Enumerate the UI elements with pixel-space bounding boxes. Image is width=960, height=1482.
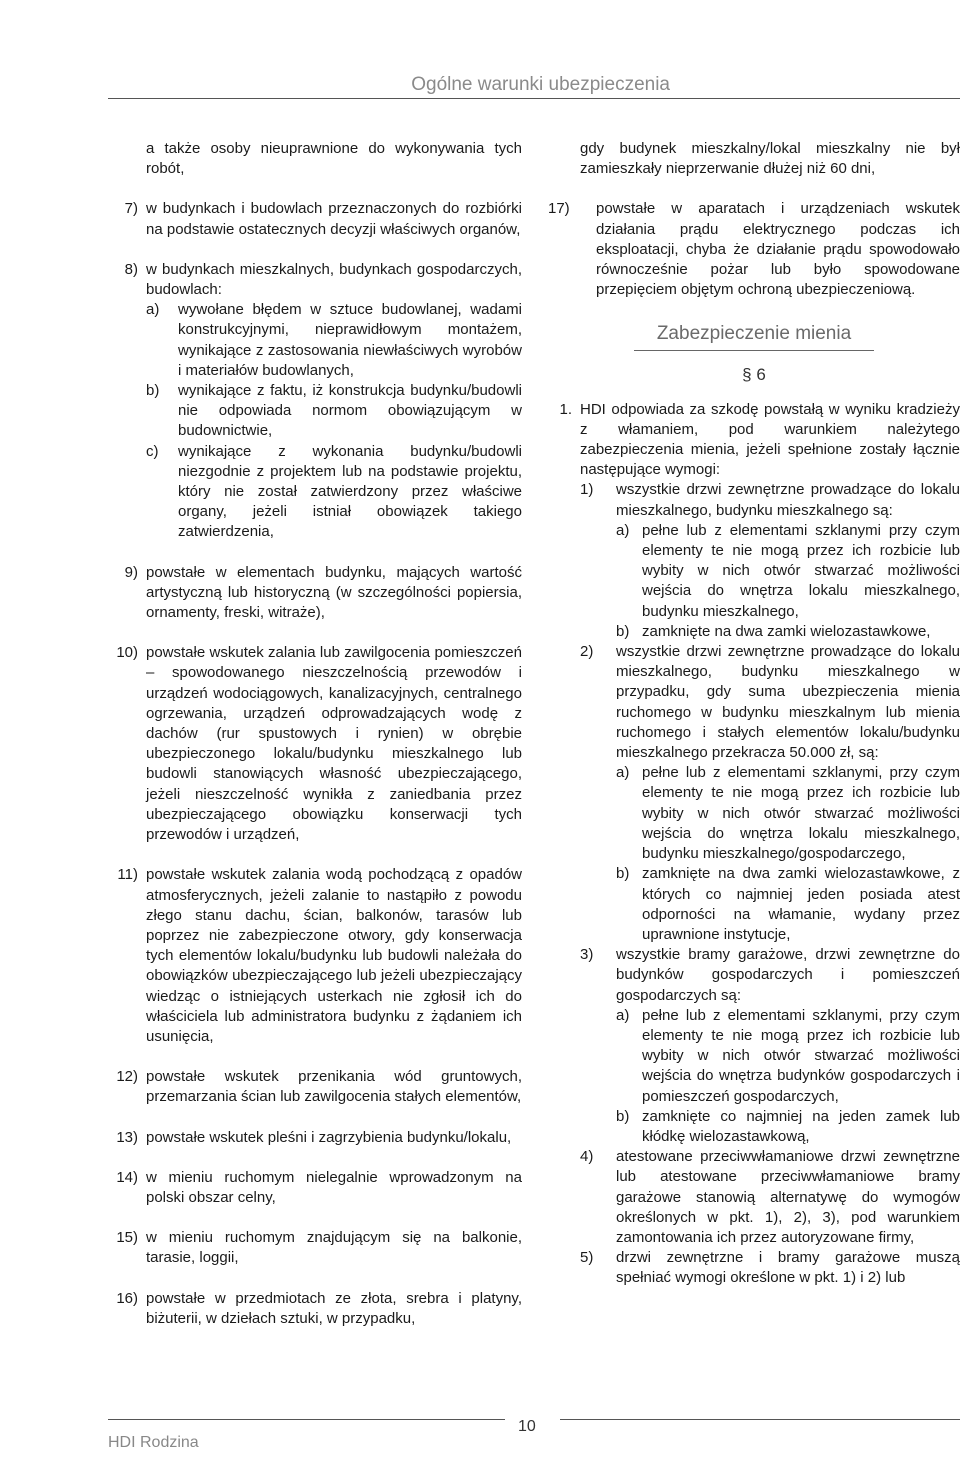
right-intro: gdy budynek mieszkalny/lokal mieszkalny nie był zamieszkały nieprzerwanie dłużej niż 60 dni, (580, 140, 960, 178)
list-item-8: 8) w budynkach mieszkalnych, budynkach gospodarczych, budowlach: a) wywołane błędem w sztuce budowlanej, wadami konstrukcyjnymi, nieprawidłowym montażem, wynikające z zastosowania niewłaściwych wyrobów i materiałów budowlanych, b) wynikające z faktu, iż konstrukcja budynku/budowli nie odpowiada normom obowiązującym w budownictwie, c) wynikające z wykonania budynku/budowli niezgodnie z projektem lub na podstawie projektu, który nie został zatwierdzony przez właściwe organy, jeżeli istniał obowiązek takiego zatwierdzenia, (108, 260, 522, 543)
list-item-17: 17) powstałe w aparatach i urządzeniach wskutek działania prądu elektrycznego podczas ich eksploatacji, chyba że działanie prądu spowodowało równocześnie pożar lub było spowodowane przepięciem objętym ochroną ubezpieczeniową. (548, 200, 960, 299)
list-item-12: 12) powstałe wskutek przenikania wód gruntowych, przemarzania ścian lub zawilgocenia stałych elementów, (116, 1068, 522, 1106)
list-item-8b: b) wynikające z faktu, iż konstrukcja budynku/budowli nie odpowiada normom obowiązującym w budownictwie, (146, 382, 522, 440)
point-1-5: 5) drzwi zewnętrzne i bramy garażowe muszą spełniać wymogi określone w pkt. 1) i 2) lub (580, 1249, 960, 1287)
list-item-10: 10) powstałe wskutek zalania lub zawilgocenia pomieszczeń – spowodowanego nieszczelnością przewodów i urządzeń wodociągowych, kanalizacyjnych, centralnego ogrzewania, urządzeń odprowadzających wodę z dachów (rur spustowych i rynien) w obrębie ubezpieczonego lokalu/budynku mieszkalnego lub budowli stanowiących własność ubezpieczającego, jeżeli nieszczelność wynikła z zaniedbania przez ubezpieczającego obowiązku konserwacji tych przewodów i urządzeń, (116, 644, 522, 844)
point-1: 1. HDI odpowiada za szkodę powstałą w wyniku kradzieży z włamaniem, pod warunkiem należytego zabezpieczenia mienia, jeżeli spełnione zostały łącznie następujące wymogi: 1) wszystkie drzwi zewnętrzne prowadzące do lokalu mieszkalnego, budynku mieszkalnego są: a) pełne lub z elementami szklanymi przy czym elementy te nie mogą przez ich rozbicie lub wybity w nich otwór stwarzać możliwości wejścia do wnętrza lokalu mieszkalnego, budynku mieszkalnego, b) zamknięte na dwa zamki wielozastawkowe, 2) wszystkie drzwi zewnętrzne prowadzące do lokalu mieszkalnego, budynku mieszkalnego w przypadku, gdy suma ubezpieczenia mienia ruchomego w budynku mieszkalnym lub mienia ruchomego i stałych elementów lokalu/budynku mieszkalnego przekracza 50.000 zł, są: a) pełne lub z elementami szklanymi, przy czym elementy te nie mogą przez ich rozbicie lub wybity w nich otwór stwarzać możliwości wejścia do wnętrza lokalu mieszkalnego, budynku mieszkalnego/gospodarczego, b) zamknięte na dwa zamki wielozastawkowe, z których co najmniej jeden posiada atest odporności na włamanie, wydany przez uprawnione instytucje, 3) wszystkie bramy garażowe, drzwi zewnętrzne do budynków gospodarczych i pomieszczeń gospodarczych są: a) pełne lub z elementami szklanymi, przy czym elementy te nie mogą przez ich rozbicie lub wybity w nich otwór stwarzać możliwości wejścia do wnętrza budynków gospodarczych i pomieszczeń gospodarczych, b) zamknięte co najmniej na jeden zamek lub kłódkę wielozastawkową, 4) atestowane przeciwwłamaniowe drzwi zewnętrzne lub atestowane przeciwwłamaniowe bramy garażowe stanowią alternatywę do wymogów określonych w pkt. 1), 2), 3), pod warunkiem zamontowania ich przez autoryzowane firmy, 5) drzwi zewnętrzne i bramy garażowe muszą spełniać wymogi określone w pkt. 1) i 2) lub (548, 400, 960, 1289)
point-1-1-a: a) pełne lub z elementami szklanymi przy czym elementy te nie mogą przez ich rozbicie lub wybity w nich otwór stwarzać możliwości wejścia do wnętrza lokalu mieszkalnego, budynku mieszkalnego, (616, 521, 960, 620)
point-1-2-b: b) zamknięte na dwa zamki wielozastawkowe, z których co najmniej jeden posiada atest odporności na włamanie, wydany przez uprawnione instytucje, (616, 865, 960, 943)
point-1-3-a: a) pełne lub z elementami szklanymi, przy czym elementy te nie mogą przez ich rozbicie lub wybity w nich otwór stwarzać możliwości wejścia do wnętrza budynków gospodarczych i pomieszczeń gospodarczych, (616, 1006, 960, 1105)
point-1-2: 2) wszystkie drzwi zewnętrzne prowadzące do lokalu mieszkalnego, budynku mieszkalnego w przypadku, gdy suma ubezpieczenia mienia ruchomego w budynku mieszkalnym lub mienia ruchomego i stałych elementów lokalu/budynku mieszkalnego przekracza 50.000 zł, są: a) pełne lub z elementami szklanymi, przy czym elementy te nie mogą przez ich rozbicie lub wybity w nich otwór stwarzać możliwości wejścia do wnętrza lokalu mieszkalnego, budynku mieszkalnego/gospodarczego, b) zamknięte na dwa zamki wielozastawkowe, z których co najmniej jeden posiada atest odporności na włamanie, wydany przez uprawnione instytucje, (580, 642, 960, 945)
footer-rule-left (108, 1419, 505, 1420)
list-item-9: 9) powstałe w elementach budynku, mających wartość artystyczną lub historyczną (w szczególności popiersia, ornamenty, freski, witraże), (124, 563, 522, 622)
footer-rule-right (560, 1419, 960, 1420)
list-item-8c: c) wynikające z wykonania budynku/budowli niezgodnie z projektem lub na podstawie projektu, który nie został zatwierdzony przez właściwe organy, jeżeli istniał obowiązek takiego zatwierdzenia, (146, 442, 522, 541)
list-item-8a: a) wywołane błędem w sztuce budowlanej, wadami konstrukcyjnymi, nieprawidłowym montażem, wynikające z zastosowania niewłaściwych wyrobów i materiałów budowlanych, (146, 301, 522, 379)
list-item-11: 11) powstałe wskutek zalania wodą pochodzącą z opadów atmosferycznych, jeżeli zalanie to nastąpiło z powodu złego stanu dachu, ścian, balkonów, tarasów lub poprzez nie zabezpieczone otwory, gdy konserwacja tych elementów lokalu/budynku lub budowli należała do obowiązków ubezpieczającego lub jeżeli ubezpieczający wiedząc o istniejących usterkach nie zgłosił ich do właściciela lub administratora budynku z żądaniem ich usunięcia, (117, 866, 522, 1045)
page-number: 10 (518, 1418, 536, 1435)
point-1-1: 1) wszystkie drzwi zewnętrzne prowadzące do lokalu mieszkalnego, budynku mieszkalnego są: a) pełne lub z elementami szklanymi przy czym elementy te nie mogą przez ich rozbicie lub wybity w nich otwór stwarzać możliwości wejścia do wnętrza lokalu mieszkalnego, budynku mieszkalnego, b) zamknięte na dwa zamki wielozastawkowe, (580, 480, 960, 642)
list-item-15: 15) w mieniu ruchomym znajdującym się na balkonie, tarasie, loggii, (116, 1229, 522, 1267)
right-column (548, 139, 960, 1289)
point-1-3-b: b) zamknięte co najmniej na jeden zamek lub kłódkę wielozastawkową, (616, 1107, 960, 1145)
point-1-2-a: a) pełne lub z elementami szklanymi, przy czym elementy te nie mogą przez ich rozbicie lub wybity w nich otwór stwarzać możliwości wejścia do wnętrza lokalu mieszkalnego, budynku mieszkalnego/gospodarczego, (616, 764, 960, 863)
point-1-1-b: b) zamknięte na dwa zamki wielozastawkowe, (616, 622, 931, 640)
page-header-title: Ogólne warunki ubezpieczenia (411, 74, 670, 95)
section-underline (634, 350, 874, 351)
list-item-14: 14) w mieniu ruchomym nielegalnie wprowadzonym na polski obszar celny, (116, 1168, 522, 1206)
header-rule (108, 98, 960, 99)
paragraph-symbol: § 6 (742, 365, 766, 385)
left-column (108, 139, 522, 1329)
list-item-13: 13) powstałe wskutek pleśni i zagrzybienia budynku/lokalu, (116, 1128, 512, 1146)
point-1-3: 3) wszystkie bramy garażowe, drzwi zewnętrzne do budynków gospodarczych i pomieszczeń gospodarczych są: a) pełne lub z elementami szklanymi, przy czym elementy te nie mogą przez ich rozbicie lub wybity w nich otwór stwarzać możliwości wejścia do wnętrza budynków gospodarczych i pomieszczeń gospodarczych, b) zamknięte co najmniej na jeden zamek lub kłódkę wielozastawkową, (580, 945, 960, 1147)
list-item-7: 7) w budynkach i budowlach przeznaczonych do rozbiórki na podstawie ostatecznych decyzji właściwych organów, (124, 200, 522, 238)
point-1-4: 4) atestowane przeciwwłamaniowe drzwi zewnętrzne lub atestowane przeciwwłamaniowe bramy garażowe stanowią alternatywę do wymogów określonych w pkt. 1), 2), 3), pod warunkiem zamontowania ich przez autoryzowane firmy, (580, 1148, 960, 1246)
footer-brand: HDI Rodzina (108, 1434, 199, 1451)
section-heading: Zabezpieczenie mienia (548, 322, 960, 351)
list-item-16: 16) powstałe w przedmiotach ze złota, srebra i platyny, biżuterii, w dziełach sztuki, w przypadku, (116, 1289, 522, 1327)
left-intro: a także osoby nieuprawnione do wykonywania tych robót, (146, 140, 522, 178)
